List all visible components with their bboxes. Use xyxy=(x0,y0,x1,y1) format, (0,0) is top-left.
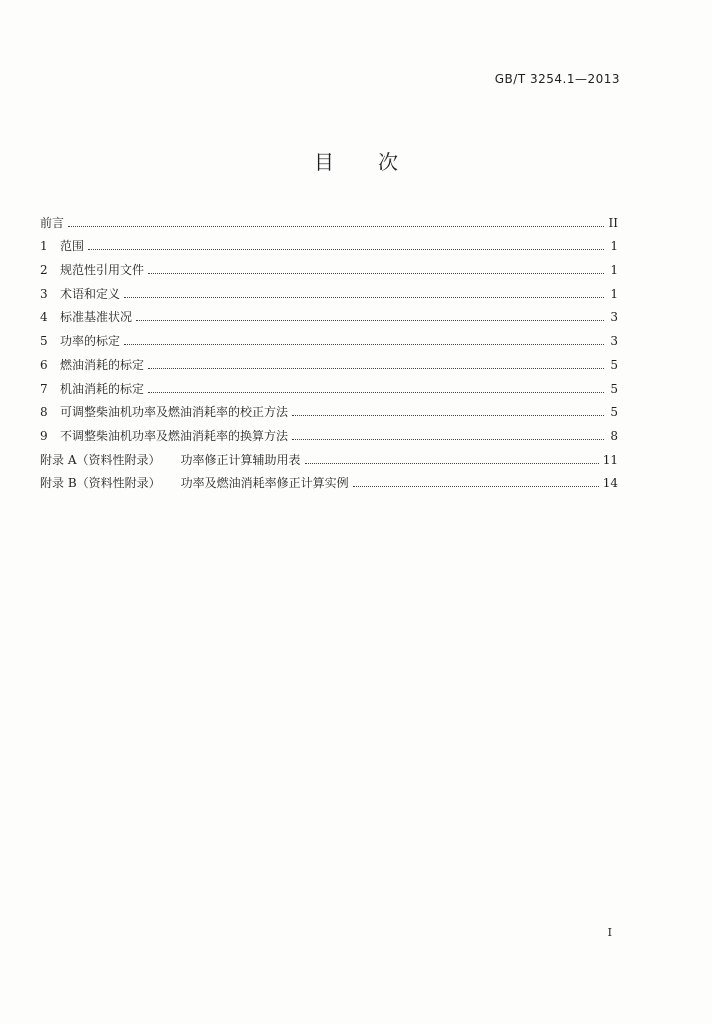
toc-entry-label: 功率的标定 xyxy=(60,334,121,349)
toc-entry-3[interactable] xyxy=(40,277,618,301)
toc-entry-number: 9 xyxy=(40,428,48,443)
toc-leader-dots xyxy=(124,296,604,298)
toc-entry-annex-b[interactable] xyxy=(40,467,618,491)
toc-entry-number: 5 xyxy=(40,334,48,349)
toc-entry-page: 14 xyxy=(602,476,618,491)
toc-entry-label: 规范性引用文件 xyxy=(60,263,145,278)
toc-title xyxy=(0,146,712,175)
toc-entry-annex-a[interactable] xyxy=(40,443,618,467)
toc-entry-4[interactable] xyxy=(40,301,618,325)
toc-entry-page: 1 xyxy=(610,286,618,301)
toc-leader-dots xyxy=(136,319,604,321)
toc-entry-page: 1 xyxy=(610,263,618,278)
toc-entry-number: 3 xyxy=(40,286,48,301)
document-code: GB/T 3254.1—2013 xyxy=(494,72,620,86)
toc-entry-8[interactable] xyxy=(40,396,618,420)
table-of-contents xyxy=(40,206,618,490)
toc-entry-label: 不调整柴油机功率及燃油消耗率的换算方法 xyxy=(60,428,289,443)
toc-entry-page: II xyxy=(608,215,618,230)
toc-title-char-1: 目 xyxy=(314,150,334,174)
toc-entry-foreword[interactable] xyxy=(40,206,618,230)
toc-entry-page: 5 xyxy=(610,357,618,372)
toc-entry-label: 附录 A（资料性附录） xyxy=(40,452,161,467)
toc-leader-dots xyxy=(148,272,604,274)
toc-entry-page: 11 xyxy=(602,452,618,467)
toc-entry-page: 3 xyxy=(610,334,618,349)
toc-entry-7[interactable] xyxy=(40,372,618,396)
toc-leader-dots xyxy=(305,462,599,464)
toc-entry-page: 3 xyxy=(610,310,618,325)
toc-entry-label: 燃油消耗的标定 xyxy=(60,357,145,372)
toc-entry-page: 8 xyxy=(610,428,618,443)
toc-leader-dots xyxy=(148,391,604,393)
page-number: I xyxy=(607,926,612,939)
toc-entry-page: 5 xyxy=(610,405,618,420)
toc-title-char-2: 次 xyxy=(378,150,398,174)
toc-entry-label: 机油消耗的标定 xyxy=(60,381,145,396)
toc-entry-9[interactable] xyxy=(40,419,618,443)
toc-entry-page: 1 xyxy=(610,239,618,254)
toc-entry-number: 1 xyxy=(40,239,48,254)
toc-entry-5[interactable] xyxy=(40,324,618,348)
toc-entry-subtitle: 功率修正计算辅助用表 xyxy=(180,452,301,467)
toc-leader-dots xyxy=(148,367,604,369)
toc-entry-label: 前言 xyxy=(40,215,65,230)
toc-entry-2[interactable] xyxy=(40,253,618,277)
toc-entry-label: 范围 xyxy=(60,239,85,254)
toc-leader-dots xyxy=(88,248,604,250)
toc-entry-number: 6 xyxy=(40,357,48,372)
toc-entry-number: 8 xyxy=(40,405,48,420)
toc-entry-label: 可调整柴油机功率及燃油消耗率的校正方法 xyxy=(60,405,289,420)
toc-leader-dots xyxy=(353,485,599,487)
toc-entry-label: 附录 B（资料性附录） xyxy=(40,476,161,491)
toc-entry-number: 7 xyxy=(40,381,48,396)
toc-entry-1[interactable] xyxy=(40,230,618,254)
toc-entry-page: 5 xyxy=(610,381,618,396)
toc-entry-subtitle: 功率及燃油消耗率修正计算实例 xyxy=(180,476,349,491)
toc-entry-label: 术语和定义 xyxy=(60,286,121,301)
toc-leader-dots xyxy=(68,225,604,227)
toc-entry-number: 4 xyxy=(40,310,48,325)
toc-leader-dots xyxy=(292,414,604,416)
toc-entry-6[interactable] xyxy=(40,348,618,372)
toc-entry-number: 2 xyxy=(40,263,48,278)
toc-leader-dots xyxy=(292,438,604,440)
toc-leader-dots xyxy=(124,343,604,345)
toc-entry-label: 标准基准状况 xyxy=(60,310,133,325)
